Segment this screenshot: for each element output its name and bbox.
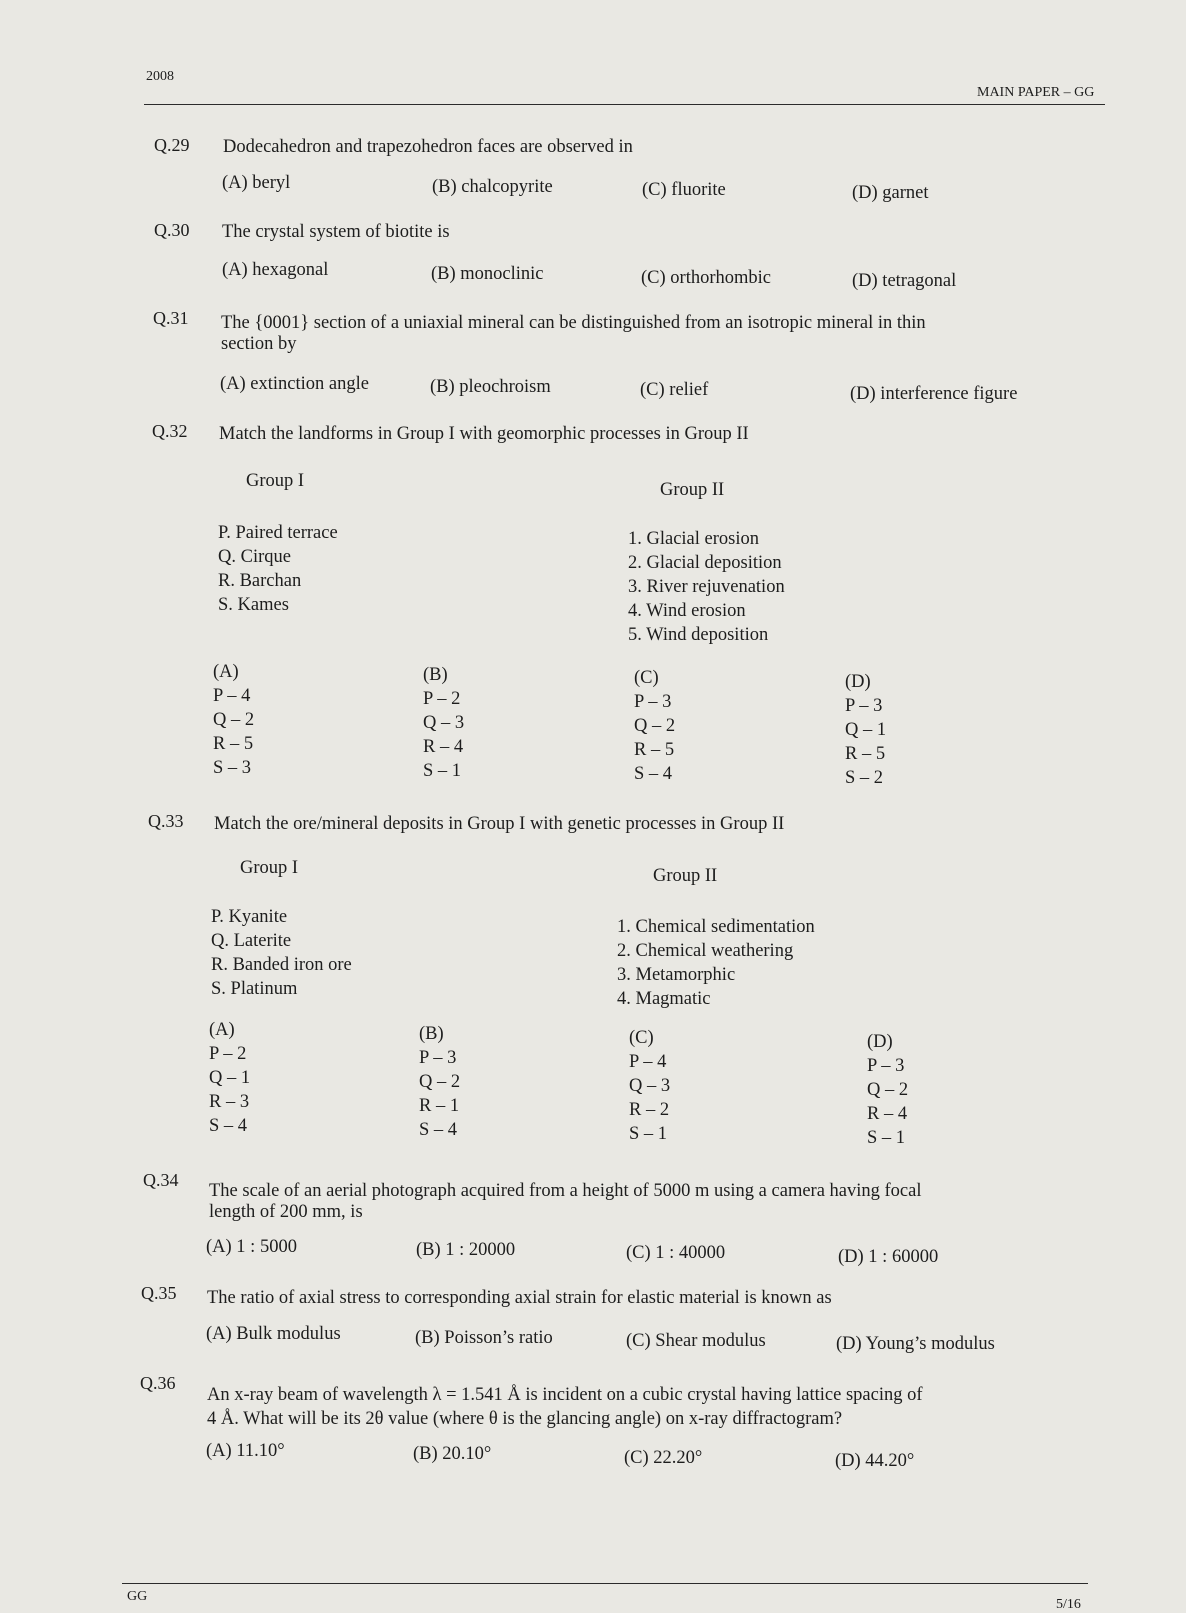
header-year: 2008 xyxy=(146,69,174,84)
q36-number: Q.36 xyxy=(140,1373,176,1393)
q31-text-line1: The {0001} section of a uniaxial mineral can be distinguished from an isotropic mineral in thin xyxy=(221,313,926,333)
q32-number: Q.32 xyxy=(152,421,188,441)
q33-group1-item: S. Platinum xyxy=(211,979,298,999)
q32-choice-c-line: P – 3 xyxy=(634,692,672,712)
q33-group2-title: Group II xyxy=(653,866,718,886)
q32-choice-b-label: (B) xyxy=(423,665,448,685)
q32-choice-d-line: Q – 1 xyxy=(845,720,887,740)
q33-choice-b-label: (B) xyxy=(419,1024,444,1044)
q33-choice-c xyxy=(629,1026,670,1146)
q36-option-b: (B) 20.10° xyxy=(413,1444,492,1464)
q32-choice-a-line: R – 5 xyxy=(213,734,254,754)
q32-group2-list xyxy=(628,527,785,647)
q32-choice-c-label: (C) xyxy=(634,668,659,688)
q31-text-line2: section by xyxy=(221,334,297,354)
q29-option-a: (A) beryl xyxy=(222,173,291,193)
q33-choice-c-label: (C) xyxy=(629,1028,654,1048)
q31-number: Q.31 xyxy=(153,308,189,328)
q35-text: The ratio of axial stress to corresponding axial strain for elastic material is known as xyxy=(207,1288,832,1308)
q33-group2-item: 2. Chemical weathering xyxy=(617,941,794,961)
q33-choice-a-line: P – 2 xyxy=(209,1044,247,1064)
q32-group1-item: P. Paired terrace xyxy=(218,523,338,543)
q31-option-b: (B) pleochroism xyxy=(430,377,551,397)
q36-text-line2: 4 Å. What will be its 2θ value (where θ is the glancing angle) on x-ray diffractogram? xyxy=(207,1409,843,1429)
q32-choice-d-label: (D) xyxy=(845,672,871,692)
q32-choice-a-label: (A) xyxy=(213,662,239,682)
q33-choice-c-line: Q – 3 xyxy=(629,1076,671,1096)
q32-text: Match the landforms in Group I with geomorphic processes in Group II xyxy=(219,424,749,444)
q29-option-b: (B) chalcopyrite xyxy=(432,177,553,197)
q33-choice-d-line: R – 4 xyxy=(867,1104,908,1124)
q33-group1-title: Group I xyxy=(240,858,299,878)
q34-text-line2: length of 200 mm, is xyxy=(209,1202,363,1222)
q33-choice-b-line: Q – 2 xyxy=(419,1072,461,1092)
q33-choice-a-line: S – 4 xyxy=(209,1116,248,1136)
q33-choice-c-line: S – 1 xyxy=(629,1124,668,1144)
q33-choice-b-line: S – 4 xyxy=(419,1120,458,1140)
q35-option-b: (B) Poisson’s ratio xyxy=(415,1328,553,1348)
q30-option-a: (A) hexagonal xyxy=(222,260,329,280)
q33-choice-a-line: Q – 1 xyxy=(209,1068,251,1088)
q32-choice-c xyxy=(634,666,675,786)
q29-option-d: (D) garnet xyxy=(852,183,929,203)
q32-choice-c-line: Q – 2 xyxy=(634,716,676,736)
q29-text: Dodecahedron and trapezohedron faces are observed in xyxy=(223,137,633,157)
q33-group1-item: Q. Laterite xyxy=(211,931,292,951)
q33-choice-b-line: P – 3 xyxy=(419,1048,457,1068)
footer-rule xyxy=(122,1583,1088,1584)
q33-choice-d-label: (D) xyxy=(867,1032,893,1052)
q31-option-a: (A) extinction angle xyxy=(220,374,369,394)
q32-group2-item: 3. River rejuvenation xyxy=(628,577,785,597)
q33-choice-d xyxy=(867,1030,908,1150)
q32-choice-d-line: P – 3 xyxy=(845,696,883,716)
q29-option-c: (C) fluorite xyxy=(642,180,726,200)
q35-option-c: (C) Shear modulus xyxy=(626,1331,766,1351)
q33-choice-d-line: Q – 2 xyxy=(867,1080,909,1100)
footer-page-number: 5/16 xyxy=(1056,1597,1081,1612)
q30-number: Q.30 xyxy=(154,220,190,240)
q35-option-d: (D) Young’s modulus xyxy=(836,1334,995,1354)
q34-option-b: (B) 1 : 20000 xyxy=(416,1240,516,1260)
q30-text: The crystal system of biotite is xyxy=(222,222,450,242)
q32-group1-item: R. Barchan xyxy=(218,571,302,591)
q32-choice-a-line: Q – 2 xyxy=(213,710,255,730)
q32-group1-list xyxy=(218,521,338,617)
q33-group2-item: 1. Chemical sedimentation xyxy=(617,917,815,937)
q34-number: Q.34 xyxy=(143,1170,179,1190)
q32-group2-item: 4. Wind erosion xyxy=(628,601,746,621)
q34-text-line1: The scale of an aerial photograph acquired from a height of 5000 m using a camera having focal xyxy=(209,1181,922,1201)
q33-group1-list xyxy=(211,905,352,1001)
q36-text-line1: An x-ray beam of wavelength λ = 1.541 Å is incident on a cubic crystal having lattice spacing of xyxy=(207,1385,923,1405)
q33-choice-a xyxy=(209,1018,250,1138)
q33-text: Match the ore/mineral deposits in Group I with genetic processes in Group II xyxy=(214,814,785,834)
q31-option-c: (C) relief xyxy=(640,380,709,400)
q36-option-a: (A) 11.10° xyxy=(206,1441,285,1461)
q32-group1-item: Q. Cirque xyxy=(218,547,291,567)
q34-option-d: (D) 1 : 60000 xyxy=(838,1247,939,1267)
q35-option-a: (A) Bulk modulus xyxy=(206,1324,341,1344)
q33-choice-a-label: (A) xyxy=(209,1020,235,1040)
header-paper-title: MAIN PAPER – GG xyxy=(977,85,1095,100)
q34-option-a: (A) 1 : 5000 xyxy=(206,1237,297,1257)
q32-choice-c-line: R – 5 xyxy=(634,740,675,760)
q32-choice-d xyxy=(845,670,886,790)
q33-choice-c-line: P – 4 xyxy=(629,1052,667,1072)
q33-choice-a-line: R – 3 xyxy=(209,1092,250,1112)
q33-choice-b-line: R – 1 xyxy=(419,1096,460,1116)
q33-choice-b xyxy=(419,1022,460,1142)
footer-code: GG xyxy=(127,1589,148,1604)
q32-choice-b-line: S – 1 xyxy=(423,761,462,781)
q33-group1-item: P. Kyanite xyxy=(211,907,288,927)
q36-option-c: (C) 22.20° xyxy=(624,1448,703,1468)
header-rule xyxy=(144,104,1105,105)
q32-choice-a-line: P – 4 xyxy=(213,686,251,706)
q32-choice-a xyxy=(213,660,254,780)
q33-group2-item: 3. Metamorphic xyxy=(617,965,736,985)
q32-choice-d-line: R – 5 xyxy=(845,744,886,764)
q33-choice-d-line: P – 3 xyxy=(867,1056,905,1076)
q32-choice-b-line: P – 2 xyxy=(423,689,461,709)
q35-number: Q.35 xyxy=(141,1283,177,1303)
q32-choice-b xyxy=(423,663,464,783)
q29-number: Q.29 xyxy=(154,135,190,155)
q32-group2-item: 2. Glacial deposition xyxy=(628,553,782,573)
q32-choice-b-line: Q – 3 xyxy=(423,713,465,733)
q34-option-c: (C) 1 : 40000 xyxy=(626,1243,726,1263)
q33-choice-d-line: S – 1 xyxy=(867,1128,906,1148)
q30-option-d: (D) tetragonal xyxy=(852,271,957,291)
q33-group2-item: 4. Magmatic xyxy=(617,989,711,1009)
q32-choice-d-line: S – 2 xyxy=(845,768,884,788)
q36-option-d: (D) 44.20° xyxy=(835,1451,915,1471)
q32-choice-b-line: R – 4 xyxy=(423,737,464,757)
q33-choice-c-line: R – 2 xyxy=(629,1100,670,1120)
q32-group2-title: Group II xyxy=(660,480,725,500)
q30-option-c: (C) orthorhombic xyxy=(641,268,771,288)
q33-group2-list xyxy=(617,915,815,1011)
q30-option-b: (B) monoclinic xyxy=(431,264,544,284)
q32-group1-title: Group I xyxy=(246,471,305,491)
q33-group1-item: R. Banded iron ore xyxy=(211,955,352,975)
q32-group2-item: 5. Wind deposition xyxy=(628,625,769,645)
q32-group1-item: S. Kames xyxy=(218,595,289,615)
q32-choice-c-line: S – 4 xyxy=(634,764,673,784)
q33-number: Q.33 xyxy=(148,811,184,831)
q31-option-d: (D) interference figure xyxy=(850,384,1018,404)
q32-choice-a-line: S – 3 xyxy=(213,758,252,778)
q32-group2-item: 1. Glacial erosion xyxy=(628,529,759,549)
